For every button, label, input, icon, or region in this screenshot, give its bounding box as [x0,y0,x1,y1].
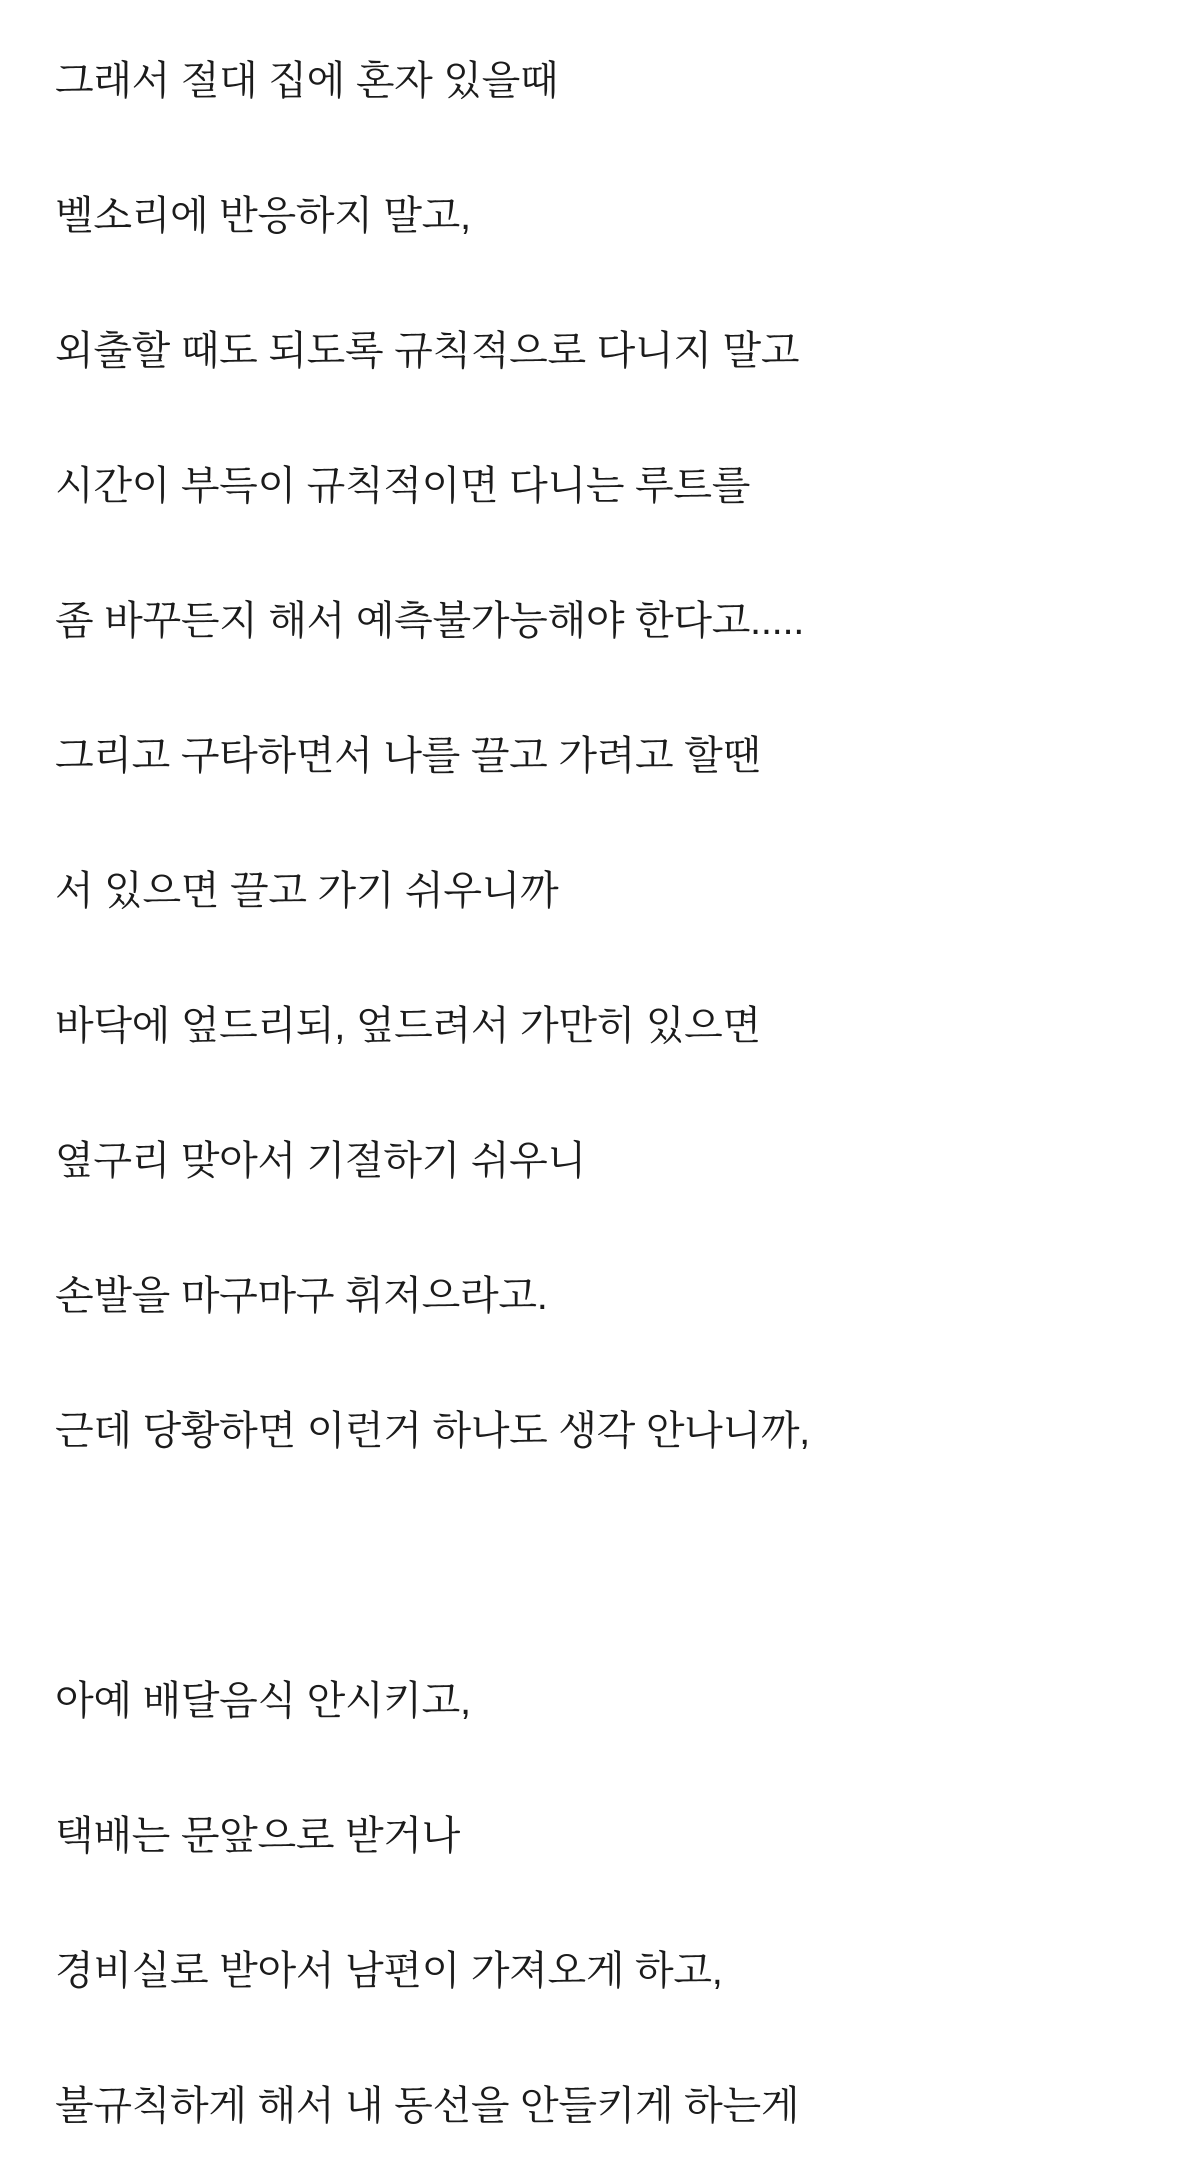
paragraph: 그리고 구타하면서 나를 끌고 가려고 할땐 [55,733,761,778]
paragraph: 경비실로 받아서 남편이 가져오게 하고, [55,1948,723,1993]
paragraph-spacer [55,1499,1160,1634]
paragraph: 옆구리 맞아서 기절하기 쉬우니 [55,1138,586,1183]
paragraph: 외출할 때도 되도록 규칙적으로 다니지 말고 [55,328,800,373]
paragraph: 좀 바꾸든지 해서 예측불가능해야 한다고..... [55,598,805,643]
paragraph: 근데 당황하면 이런거 하나도 생각 안나니까, [55,1408,810,1453]
paragraph: 바닥에 엎드리되, 엎드려서 가만히 있으면 [55,1003,761,1048]
paragraph: 벨소리에 반응하지 말고, [55,193,471,238]
document-text-body [55,14,1160,2174]
paragraph: 손발을 마구마구 휘저으라고. [55,1273,548,1318]
paragraph: 그래서 절대 집에 혼자 있을때 [55,58,559,103]
paragraph: 불규칙하게 해서 내 동선을 안들키게 하는게 [55,2083,800,2128]
paragraph: 시간이 부득이 규칙적이면 다니는 루트를 [55,463,751,508]
paragraph: 택배는 문앞으로 받거나 [55,1813,461,1858]
paragraph: 서 있으면 끌고 가기 쉬우니까 [55,868,559,913]
paragraph: 아예 배달음식 안시키고, [55,1678,471,1723]
